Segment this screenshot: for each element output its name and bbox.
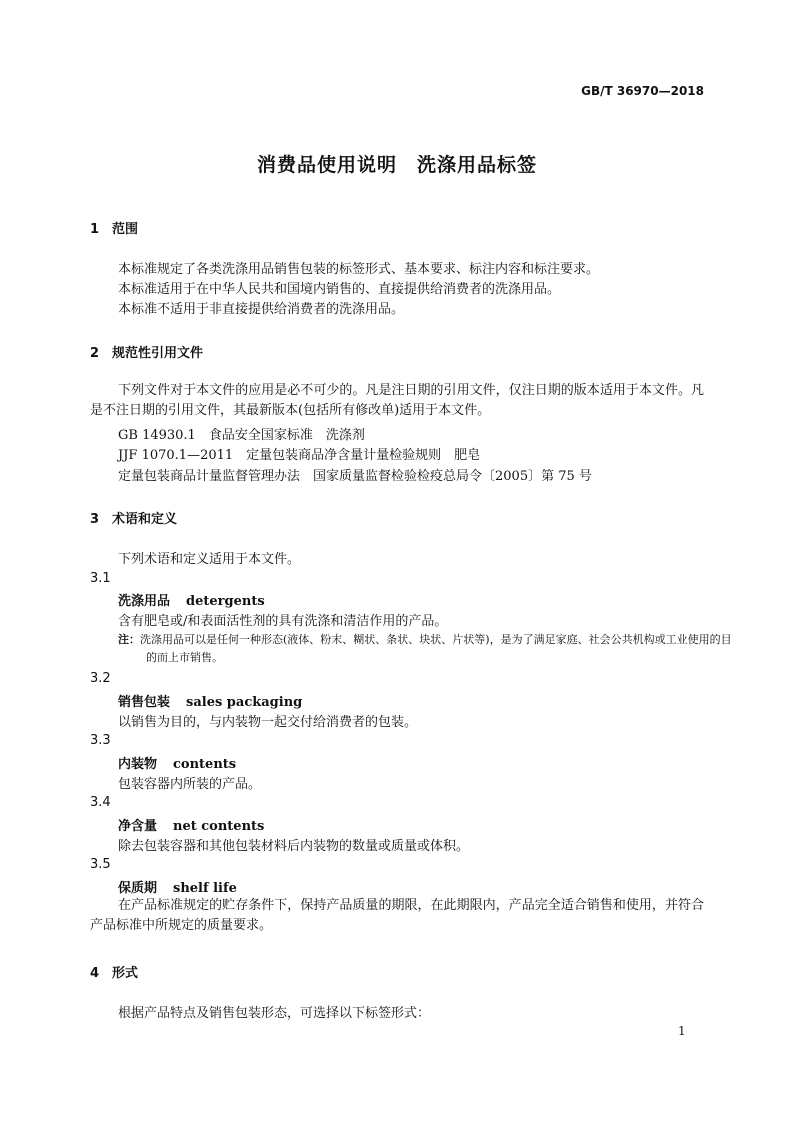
term-number: 3.1 xyxy=(90,571,111,586)
term-definition: 包装容器内所装的产品。 xyxy=(118,777,262,792)
section-heading-2 xyxy=(90,342,203,361)
paragraph: 本标准不适用于非直接提供给消费者的洗涤用品。 xyxy=(118,302,405,317)
paragraph: 根据产品特点及销售包装形态，可选择以下标签形式： xyxy=(118,1006,431,1021)
term-definition: 以销售为目的，与内装物一起交付给消费者的包装。 xyxy=(118,715,418,730)
section-title: 形式 xyxy=(112,966,139,981)
term-definition: 除去包装容器和其他包装材料后内装物的数量或质量或体积。 xyxy=(118,839,470,854)
term-number: 3.5 xyxy=(90,857,111,872)
term-zh: 净含量 xyxy=(118,819,158,834)
term-heading xyxy=(118,815,264,834)
term-definition: 含有肥皂或/和表面活性剂的具有洗涤和清洁作用的产品。 xyxy=(118,614,448,629)
term-number: 3.4 xyxy=(90,795,111,810)
reference-item: 定量包装商品计量监督管理办法 国家质量监督检验检疫总局令〔2005〕第 75 号 xyxy=(118,469,592,484)
section-heading-1 xyxy=(90,218,138,237)
section-title: 规范性引用文件 xyxy=(112,346,204,361)
term-en: detergents xyxy=(186,594,265,609)
section-title: 范围 xyxy=(112,222,139,237)
paragraph: 下列文件对于本文件的应用是必不可少的。凡是注日期的引用文件，仅注日期的版本适用于本文件。凡是不注日期的引用文件，其最新版本(包括所有修改单)适用于本文件。 xyxy=(90,383,704,418)
term-zh: 洗涤用品 xyxy=(118,594,171,609)
note-label: 注： xyxy=(118,633,140,646)
page-number: 1 xyxy=(678,1024,686,1038)
term-heading xyxy=(118,590,265,609)
term-zh: 内装物 xyxy=(118,757,158,772)
note xyxy=(118,631,732,667)
term-number: 3.3 xyxy=(90,733,111,748)
paragraph: 本标准规定了各类洗涤用品销售包装的标签形式、基本要求、标注内容和标注要求。 xyxy=(118,262,600,277)
section-number: 4 xyxy=(90,966,100,981)
term-number: 3.2 xyxy=(90,671,111,686)
standard-number: GB/T 36970—2018 xyxy=(581,84,704,98)
term-en: contents xyxy=(173,757,237,772)
term-en: sales packaging xyxy=(186,695,303,710)
reference-item: GB 14930.1 食品安全国家标准 洗涤剂 xyxy=(118,428,365,443)
term-heading xyxy=(118,691,302,710)
section-title: 术语和定义 xyxy=(112,512,178,527)
reference-item: JJF 1070.1—2011 定量包装商品净含量计量检验规则 肥皂 xyxy=(118,448,481,463)
section-number: 2 xyxy=(90,346,100,361)
term-definition: 在产品标准规定的贮存条件下，保持产品质量的期限，在此期限内，产品完全适合销售和使用，并符合产品标准中所规定的质量要求。 xyxy=(90,898,704,933)
term-zh: 销售包装 xyxy=(118,695,171,710)
note-text: 洗涤用品可以是任何一种形态(液体、粉末、糊状、条状、块状、片状等)，是为了满足家庭、社会公共机构或工业使用的目的而上市销售。 xyxy=(140,633,732,664)
term-heading xyxy=(118,753,236,772)
section-heading-4 xyxy=(90,962,138,981)
section-heading-3 xyxy=(90,508,177,527)
section-number: 1 xyxy=(90,222,100,237)
term-en: shelf life xyxy=(173,881,237,896)
term-heading xyxy=(118,877,237,896)
term-zh: 保质期 xyxy=(118,881,158,896)
paragraph: 本标准适用于在中华人民共和国境内销售的、直接提供给消费者的洗涤用品。 xyxy=(118,282,561,297)
term-en: net contents xyxy=(173,819,265,834)
paragraph: 下列术语和定义适用于本文件。 xyxy=(118,552,301,567)
document-title: 消费品使用说明 洗涤用品标签 xyxy=(256,154,537,176)
section-number: 3 xyxy=(90,512,100,527)
